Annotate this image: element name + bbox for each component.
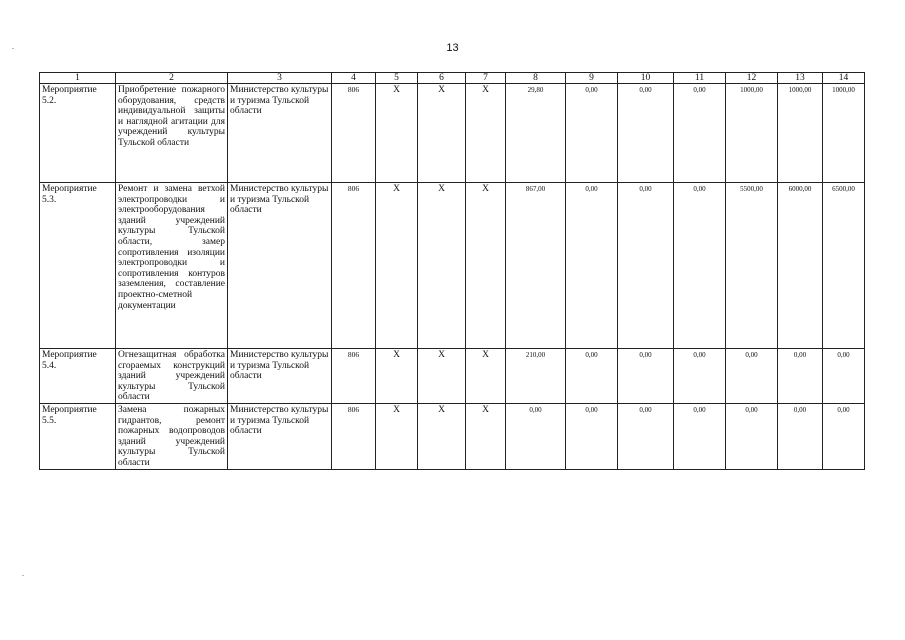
amount-cell: 0,00 [674, 183, 726, 349]
table-row [40, 349, 865, 404]
amount-cell: 1000,00 [726, 84, 778, 183]
marker-cell: Х [376, 84, 418, 183]
marker-cell: Х [418, 183, 466, 349]
executor-cell: Министерство культуры и туризма Тульской области [228, 349, 332, 404]
amount-cell: 1000,00 [823, 84, 865, 183]
activity-description: Замена пожарных гидрантов, ремонт пожарных водопроводов зданий учреждений культуры Тульской области [116, 404, 228, 470]
column-header: 6 [418, 73, 466, 84]
marker-cell: Х [418, 404, 466, 470]
activity-label: Мероприятие 5.4. [40, 349, 116, 404]
amount-cell: 6500,00 [823, 183, 865, 349]
code-cell: 806 [332, 349, 376, 404]
marker-cell: Х [466, 404, 506, 470]
executor-cell: Министерство культуры и туризма Тульской области [228, 84, 332, 183]
marker-cell: Х [466, 84, 506, 183]
amount-cell: 0,00 [566, 349, 618, 404]
activity-label: Мероприятие 5.2. [40, 84, 116, 183]
column-header: 4 [332, 73, 376, 84]
marker-cell: Х [376, 404, 418, 470]
column-header: 9 [566, 73, 618, 84]
amount-cell: 0,00 [726, 349, 778, 404]
table-row [40, 183, 865, 349]
amount-cell: 0,00 [674, 84, 726, 183]
amount-cell: 1000,00 [778, 84, 823, 183]
column-header: 5 [376, 73, 418, 84]
scan-speck [22, 575, 24, 576]
amount-cell: 0,00 [726, 404, 778, 470]
executor-cell: Министерство культуры и туризма Тульской области [228, 404, 332, 470]
marker-cell: Х [466, 349, 506, 404]
scan-speck [12, 48, 14, 49]
amount-cell: 0,00 [506, 404, 566, 470]
table-row [40, 404, 865, 470]
marker-cell: Х [376, 183, 418, 349]
marker-cell: Х [418, 349, 466, 404]
amount-cell: 6000,00 [778, 183, 823, 349]
amount-cell: 867,00 [506, 183, 566, 349]
amount-cell: 0,00 [823, 404, 865, 470]
code-cell: 806 [332, 84, 376, 183]
column-header: 12 [726, 73, 778, 84]
amount-cell: 0,00 [778, 404, 823, 470]
amount-cell: 0,00 [566, 404, 618, 470]
amount-cell: 29,80 [506, 84, 566, 183]
column-header: 13 [778, 73, 823, 84]
amount-cell: 0,00 [618, 349, 674, 404]
amount-cell: 0,00 [566, 84, 618, 183]
amount-cell: 0,00 [823, 349, 865, 404]
code-cell: 806 [332, 183, 376, 349]
amount-cell: 0,00 [566, 183, 618, 349]
activity-description: Приобретение пожарного оборудования, средств индивидуальной защиты и наглядной агитации для учреждений культуры Тульской области [116, 84, 228, 183]
column-header: 10 [618, 73, 674, 84]
amount-cell: 210,00 [506, 349, 566, 404]
amount-cell: 0,00 [674, 349, 726, 404]
marker-cell: Х [376, 349, 418, 404]
column-header: 3 [228, 73, 332, 84]
column-header: 1 [40, 73, 116, 84]
page-number: 13 [446, 42, 459, 54]
amount-cell: 0,00 [618, 404, 674, 470]
column-header: 7 [466, 73, 506, 84]
activity-description: Ремонт и замена ветхой электропроводки и электрооборудования зданий учреждений культуры Тульской области, замер сопротивления изоляции электропроводки и сопротивления контуров заземления, составление проектно-сметной документации [116, 183, 228, 349]
table-row [40, 84, 865, 183]
code-cell: 806 [332, 404, 376, 470]
header-row [40, 73, 865, 84]
column-header: 11 [674, 73, 726, 84]
amount-cell: 5500,00 [726, 183, 778, 349]
amount-cell: 0,00 [674, 404, 726, 470]
activity-label: Мероприятие 5.5. [40, 404, 116, 470]
activity-description: Огнезащитная обработка сгораемых конструкций зданий учреждений культуры Тульской области [116, 349, 228, 404]
budget-table [39, 72, 865, 470]
marker-cell: Х [418, 84, 466, 183]
amount-cell: 0,00 [618, 84, 674, 183]
column-header: 14 [823, 73, 865, 84]
activity-label: Мероприятие 5.3. [40, 183, 116, 349]
column-header: 2 [116, 73, 228, 84]
marker-cell: Х [466, 183, 506, 349]
column-header: 8 [506, 73, 566, 84]
amount-cell: 0,00 [618, 183, 674, 349]
executor-cell: Министерство культуры и туризма Тульской области [228, 183, 332, 349]
amount-cell: 0,00 [778, 349, 823, 404]
